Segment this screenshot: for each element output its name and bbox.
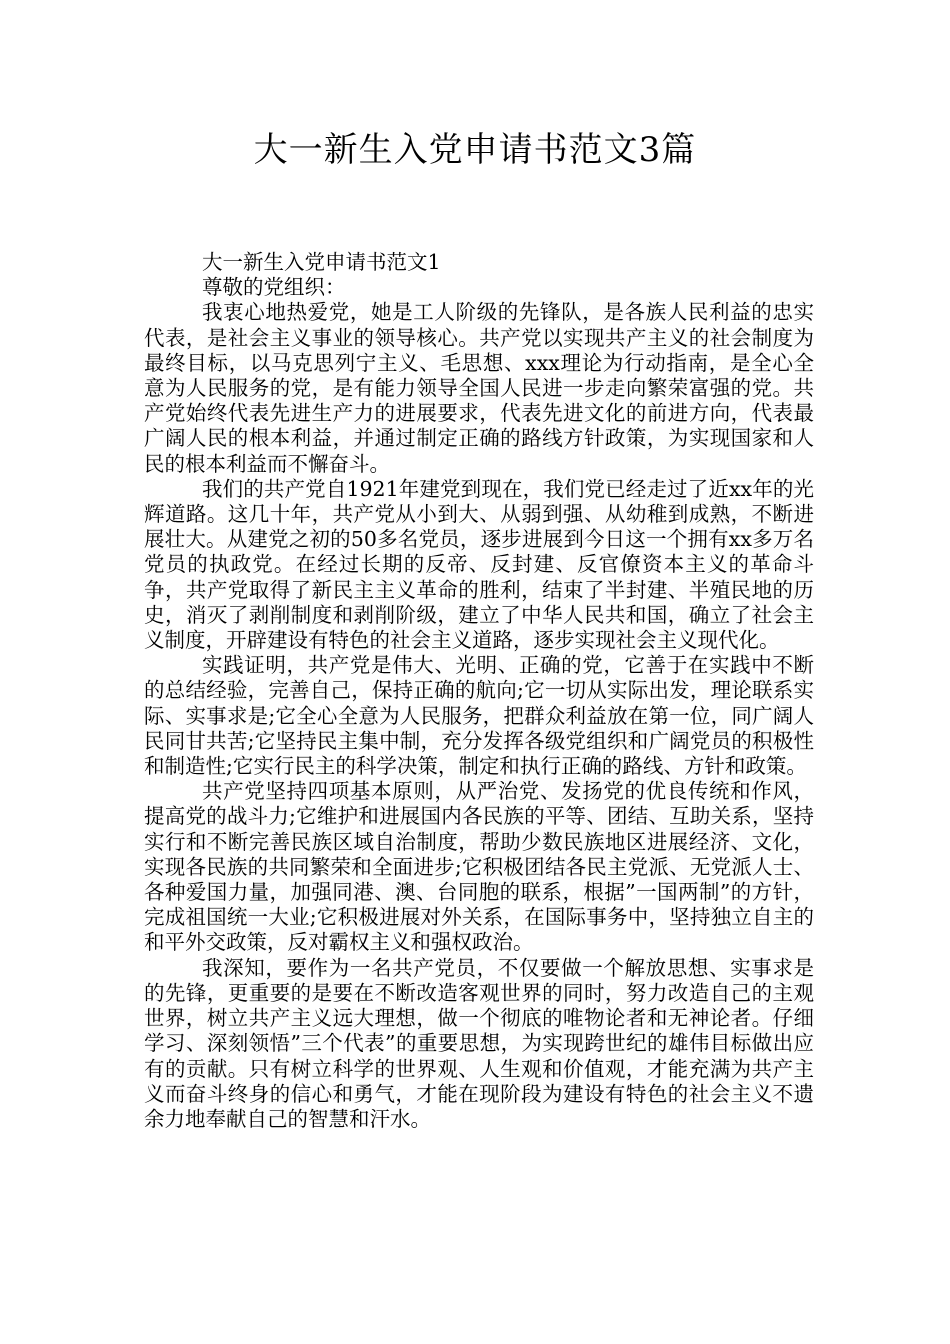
body-paragraph: 共产党坚持四项基本原则，从严治党、发扬党的优良传统和作风，提高党的战斗力;它维护和进展国内各民族的平等、团结、互助关系，坚持实行和不断完善民族区域自治制度，帮助少数民族地区进展经济、文化，实现各民族的共同繁荣和全面进步;它积极团结各民主党派、无党派人士、各种爱国力量，加强同港、澳、台同胞的联系，根据”一国两制”的方针，完成祖国统一大业;它积极进展对外关系，在国际事务中，坚持独立自主的和平外交政策，反对霸权主义和强权政治。 [144,779,814,955]
body-paragraph: 我衷心地热爱党，她是工人阶级的先锋队，是各族人民利益的忠实代表，是社会主义事业的领导核心。共产党以实现共产主义的社会制度为最终目标，以马克思列宁主义、毛思想、xxx理论为行动指南，是全心全意为人民服务的党，是有能力领导全国人民进一步走向繁荣富强的党。共产党始终代表先进生产力的进展要求，代表先进文化的前进方向，代表最广阔人民的根本利益，并通过制定正确的路线方针政策，为实现国家和人民的根本利益而不懈奋斗。 [144,300,814,476]
section-heading: 大一新生入党申请书范文1 [202,250,441,274]
salutation: 尊敬的党组织： [202,275,346,300]
document-body [144,250,814,1132]
body-paragraph: 我们的共产党自1921年建党到现在，我们党已经走过了近xx年的光辉道路。这几十年，共产党从小到大、从弱到强、从幼稚到成熟，不断进展壮大。从建党之初的50多名党员，逐步进展到今日这一个拥有xx多万名党员的执政党。在经过长期的反帝、反封建、反官僚资本主义的革命斗争，共产党取得了新民主主义革命的胜利，结束了半封建、半殖民地的历史，消灭了剥削制度和剥削阶级，建立了中华人民共和国，确立了社会主义制度，开辟建设有特色的社会主义道路，逐步实现社会主义现代化。 [144,476,814,653]
body-paragraph: 我深知，要作为一名共产党员，不仅要做一个解放思想、实事求是的先锋，更重要的是要在不断改造客观世界的同时，努力改造自己的主观世界，树立共产主义远大理想，做一个彻底的唯物论者和无神论者。仔细学习、深刻领悟”三个代表”的重要思想，为实现跨世纪的雄伟目标做出应有的贡献。只有树立科学的世界观、人生观和价值观，才能充满为共产主义而奋斗终身的信心和勇气，才能在现阶段为建设有特色的社会主义不遗余力地奉献自己的智慧和汗水。 [144,955,814,1131]
body-paragraph: 实践证明，共产党是伟大、光明、正确的党，它善于在实践中不断的总结经验，完善自己，保持正确的航向;它一切从实际出发，理论联系实际、实事求是;它全心全意为人民服务，把群众利益放在第一位，同广阔人民同甘共苦;它坚持民主集中制，充分发挥各级党组织和广阔党员的积极性和制造性;它实行民主的科学决策，制定和执行正确的路线、方针和政策。 [144,653,814,779]
document-title: 大一新生入党申请书范文3篇 [253,130,697,170]
